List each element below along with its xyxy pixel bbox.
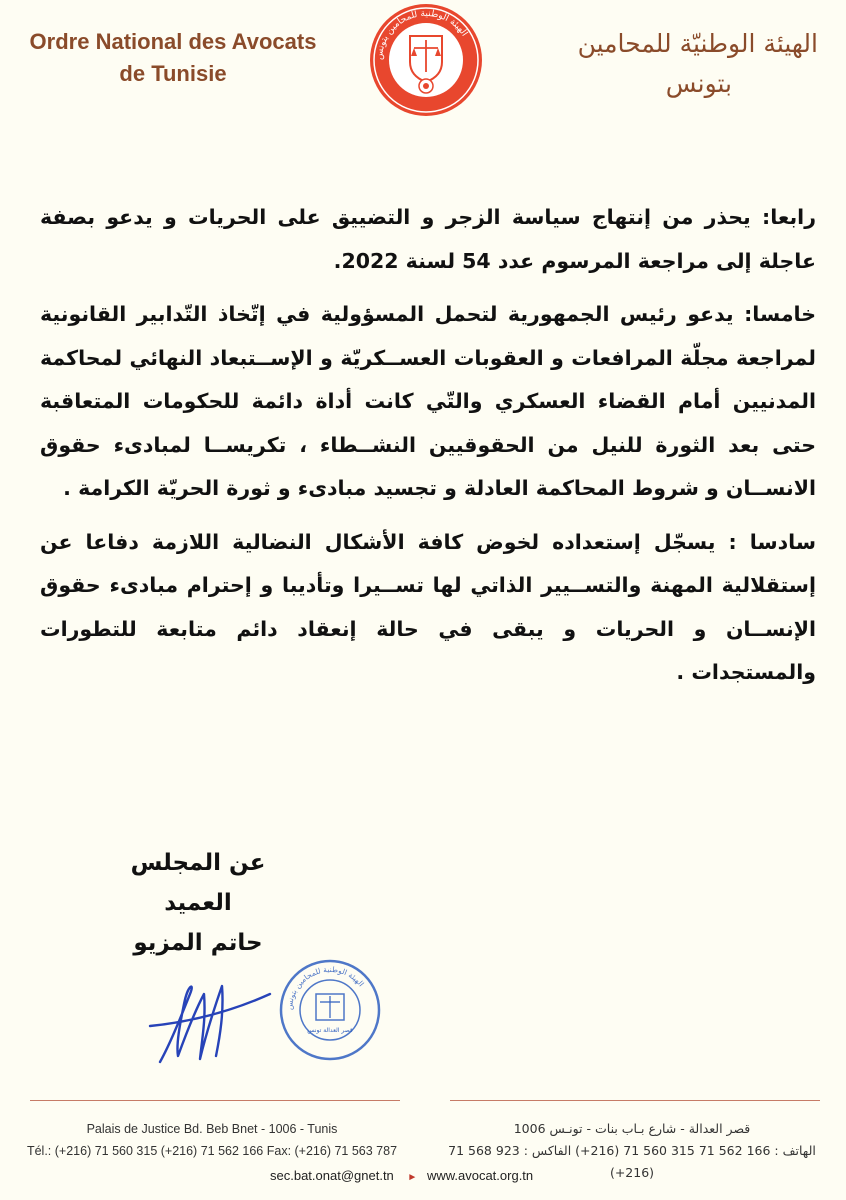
paragraph-fifth: خامسا: يدعو رئيس الجمهورية لتحمل المسؤولية في إتّخاذ التّدابير القانونية لمراجعة مجلّة المرافعات و العقوبات العســكريّة و الإســتبعاد النهائي لمحاكمة المدنيين أمام القضاء العسكري والتّي كانت أداة دائمة للحكومات المتعاقبة حتى بعد الثورة للنيل من الحقوقيين النشــطاء ، تكريســا لمبادىء حقوق الانســان و شروط المحاكمة العادلة و تجسيد مبادىء و ثورة الحريّة الكرامة . bbox=[40, 302, 816, 500]
address-french: Palais de Justice Bd. Beb Bnet - 1006 - Tunis bbox=[86, 1122, 338, 1136]
handwritten-signature bbox=[140, 964, 280, 1074]
bar-association-logo bbox=[366, 2, 486, 118]
footer-address-french bbox=[22, 1118, 402, 1162]
email-link[interactable]: sec.bat.onat@gnet.tn bbox=[270, 1168, 394, 1183]
phone-french: Tél.: (+216) 71 560 315 (+216) 71 562 166 Fax: (+216) 71 563 787 bbox=[26, 1144, 398, 1158]
paragraph-sixth: سادسا : يسجّل إستعداده لخوض كافة الأشكال النضالية اللازمة دفاعا عن إستقلالية المهنة والتســيير الذاتي لها تســيرا وتأديبا و إحترام مبادىء حقوق الإنســان و الحريات و يبقى في حالة إنعقاد دائم متابعة للتطورات والمستجدات . bbox=[40, 529, 816, 684]
org-name-arabic-line1: الهيئة الوطنيّة للمحامين bbox=[577, 29, 818, 58]
footer-divider-right bbox=[450, 1100, 820, 1101]
org-name-french-line1: Ordre National des Avocats bbox=[29, 29, 317, 54]
arrow-icon: ► bbox=[407, 1172, 418, 1183]
phone-arabic: الهاتف : 166 562 71 315 560 71 (216+) الفاكس : 923 568 71 (216+) bbox=[448, 1143, 816, 1180]
signature-block bbox=[118, 843, 278, 963]
svg-text:الهيئة الوطنية للمحامين بتونس bbox=[285, 965, 366, 1010]
website-link[interactable]: www.avocat.org.tn bbox=[426, 1168, 534, 1183]
org-name-french-line2: de Tunisie bbox=[119, 61, 227, 86]
org-name-arabic-line2: بتونس bbox=[665, 69, 732, 98]
on-behalf-of-council: عن المجلس bbox=[130, 850, 266, 876]
official-stamp bbox=[278, 958, 382, 1062]
footer-contact bbox=[270, 1168, 533, 1183]
footer-divider-left bbox=[30, 1100, 400, 1101]
logo-ring-text: الهيئة الوطنية للمحامين بتونس bbox=[374, 8, 470, 61]
dean-title: العميد bbox=[164, 890, 232, 916]
letter-body bbox=[40, 196, 816, 705]
paragraph-fourth: رابعا: يحذر من إنتهاج سياسة الزجر و التضييق على الحريات و يدعو بصفة عاجلة إلى مراجعة المرسوم عدد 54 لسنة 2022. bbox=[40, 205, 816, 273]
org-name-arabic bbox=[522, 24, 822, 104]
stamp-ring-text: الهيئة الوطنية للمحامين بتونس bbox=[284, 964, 366, 1011]
org-name-french bbox=[28, 26, 318, 90]
stamp-bottom-text: قصر العدالة تونس bbox=[307, 1027, 353, 1034]
signatory-name: حاتم المزيو bbox=[133, 930, 263, 956]
address-arabic: قصر العدالة - شارع بـاب بنات - تونـس 1006 bbox=[513, 1121, 751, 1136]
